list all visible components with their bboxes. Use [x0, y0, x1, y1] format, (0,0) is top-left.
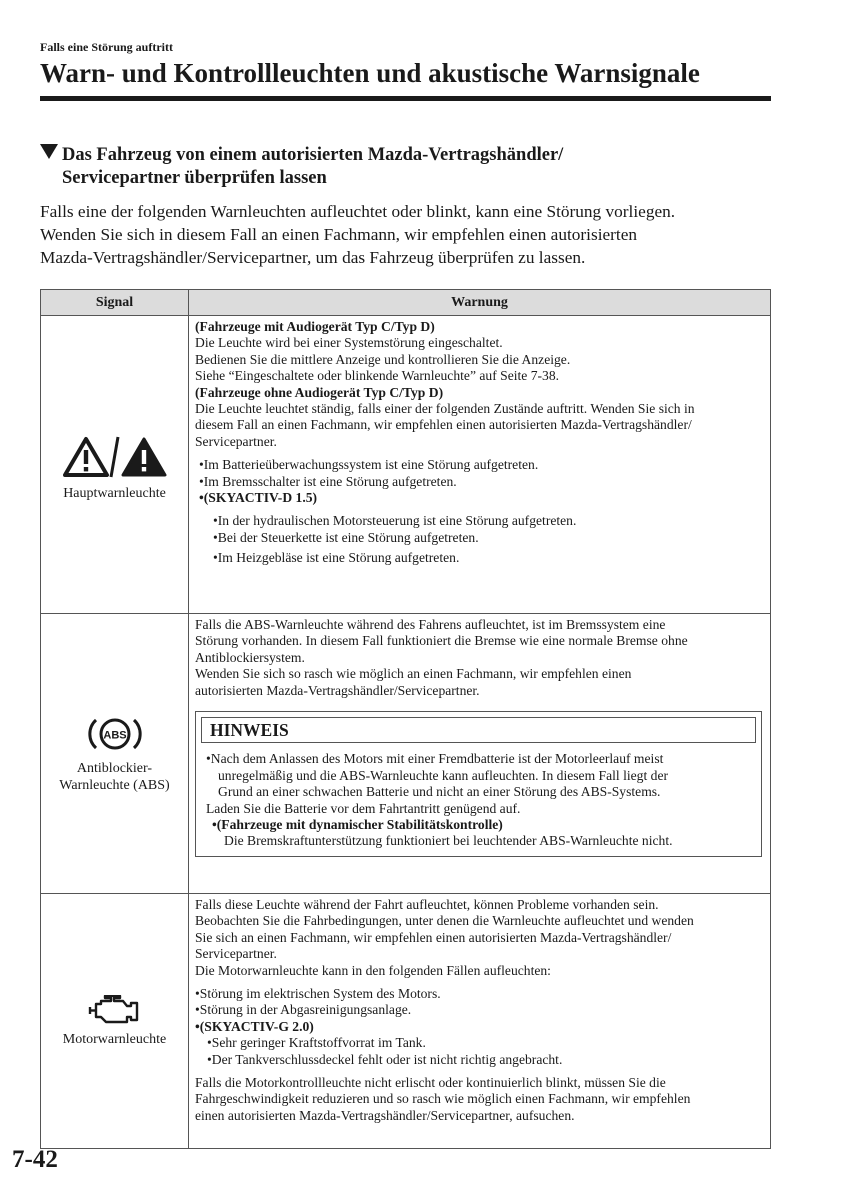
engine-warning-icon: [87, 995, 143, 1025]
abs-warning-icon: [88, 714, 142, 754]
bullet-item: •(SKYACTIV-G 2.0): [195, 1018, 314, 1034]
intro-paragraph: [40, 200, 775, 269]
bullet-item: •Störung im elektrischen System des Motors.: [195, 986, 441, 1002]
warning-line: diesem Fall an einen Fachmann, wir empfehlen einen autorisierten Mazda-Vertragshändler/: [195, 417, 692, 433]
bullet-item: •Im Batterieüberwachungssystem ist eine Störung aufgetreten.: [199, 457, 539, 473]
warning-line: autorisierten Mazda-Vertragshändler/Servicepartner.: [195, 682, 480, 698]
intro-line: Mazda-Vertragshändler/Servicepartner, um das Fahrzeug überprüfen zu lassen.: [40, 248, 586, 267]
section-heading-line1: Das Fahrzeug von einem autorisierten Mazda-Vertragshändler/: [62, 145, 564, 165]
warning-line: Sie sich an einen Fachmann, wir empfehlen einen autorisierten Mazda-Vertragshändler/: [195, 929, 672, 945]
note-line: Laden Sie die Batterie vor dem Fahrtantritt genügend auf.: [206, 800, 521, 816]
running-header: Falls eine Störung auftritt: [40, 40, 173, 54]
svg-text:ABS: ABS: [102, 729, 127, 741]
column-header-signal: Signal: [41, 290, 189, 316]
warning-line: Wenden Sie sich so rasch wie möglich an einen Fachmann, wir empfehlen einen: [195, 666, 632, 682]
warning-line: Antiblockiersystem.: [195, 649, 305, 665]
note-line: •(Fahrzeuge mit dynamischer Stabilitätskontrolle): [212, 817, 503, 833]
bullet-item: •Im Bremsschalter ist eine Störung aufgetreten.: [199, 473, 457, 489]
signal-label: Motorwarnleuchte: [62, 1031, 167, 1047]
warning-line: Die Motorwarnleuchte kann in den folgenden Fällen aufleuchten:: [195, 962, 551, 978]
warning-cell: [189, 894, 771, 1149]
warning-cell: [189, 316, 771, 614]
page-number: 7-42: [12, 1146, 58, 1173]
note-body: [196, 748, 761, 855]
intro-line: Falls eine der folgenden Warnleuchten aufleuchtet oder blinkt, kann eine Störung vorliegen.: [40, 202, 676, 221]
signal-cell: [41, 316, 189, 614]
warning-line: (Fahrzeuge ohne Audiogerät Typ C/Typ D): [195, 384, 444, 400]
note-box: [195, 711, 762, 857]
warning-line: (Fahrzeuge mit Audiogerät Typ C/Typ D): [195, 319, 435, 334]
signal-cell: [41, 894, 189, 1149]
table-row: [41, 894, 771, 1149]
note-line: •Nach dem Anlassen des Motors mit einer Fremdbatterie ist der Motorleerlauf meist: [206, 751, 664, 767]
signal-label: Hauptwarnleuchte: [63, 486, 166, 501]
bullet-item: •Sehr geringer Kraftstoffvorrat im Tank.: [207, 1035, 426, 1051]
warning-line: Servicepartner.: [195, 433, 277, 449]
note-line: unregelmäßig und die ABS-Warnleuchte kann aufleuchten. In diesem Fall liegt der: [218, 767, 669, 783]
signal-cell: [41, 614, 189, 894]
bullet-item: •In der hydraulischen Motorsteuerung ist eine Störung aufgetreten.: [213, 513, 577, 529]
signal-label-line2: Warnleuchte (ABS): [59, 777, 170, 793]
bullet-item: •Im Heizgebläse ist eine Störung aufgetreten.: [213, 550, 460, 566]
bullet-item: •Störung in der Abgasreinigungsanlage.: [195, 1002, 412, 1018]
section-heading-line2: Servicepartner überprüfen lassen: [62, 168, 327, 188]
note-title: HINWEIS: [201, 717, 756, 743]
intro-line: Wenden Sie sich in diesem Fall an einen Fachmann, wir empfehlen einen autorisierten: [40, 225, 638, 244]
title-rule: [40, 96, 771, 101]
signal-label-line1: Antiblockier-: [76, 760, 153, 776]
warning-line: Falls die ABS-Warnleuchte während des Fahrens aufleuchtet, ist im Bremssystem eine: [195, 617, 666, 632]
bullet-item: •(SKYACTIV-D 1.5): [199, 490, 318, 506]
table-row: [41, 614, 771, 894]
section-heading: [40, 144, 563, 190]
note-line: Die Bremskraftunterstützung funktioniert bei leuchtender ABS-Warnleuchte nicht.: [224, 833, 673, 849]
warning-cell: [189, 614, 771, 894]
column-header-warning: Warnung: [189, 290, 771, 316]
warning-line: Fahrgeschwindigkeit reduzieren und so rasch wie möglich einen Fachmann, wir empfehlen: [195, 1091, 691, 1107]
master-warning-icon: [62, 435, 168, 479]
table-header-row: [41, 290, 771, 316]
warning-line: Störung vorhanden. In diesem Fall funktioniert die Bremse wie eine normale Bremse ohne: [195, 633, 688, 649]
triangle-bullet-icon: [40, 144, 58, 159]
warning-lights-table: [40, 289, 771, 1149]
warning-line: Die Leuchte leuchtet ständig, falls einer der folgenden Zustände auftritt. Wenden Sie sich in: [195, 401, 695, 417]
warning-line: Falls diese Leuchte während der Fahrt aufleuchtet, können Probleme vorhanden sein.: [195, 897, 659, 912]
warning-line: Beobachten Sie die Fahrbedingungen, unter denen die Warnleuchte aufleuchtet und wenden: [195, 913, 694, 929]
warning-line: einen autorisierten Mazda-Vertragshändler/Servicepartner, aufsuchen.: [195, 1107, 575, 1123]
bullet-item: •Der Tankverschlussdeckel fehlt oder ist nicht richtig angebracht.: [207, 1051, 563, 1067]
table-row: [41, 316, 771, 614]
warning-line: Servicepartner.: [195, 946, 277, 962]
bullet-item: •Bei der Steuerkette ist eine Störung aufgetreten.: [213, 529, 479, 545]
page-title: Warn- und Kontrollleuchten und akustische Warnsignale: [40, 58, 700, 88]
note-line: Grund an einer schwachen Batterie und nicht an einer Störung des ABS-Systems.: [218, 784, 661, 800]
warning-line: Die Leuchte wird bei einer Systemstörung eingeschaltet.: [195, 335, 503, 351]
warning-line: Bedienen Sie die mittlere Anzeige und kontrollieren Sie die Anzeige.: [195, 351, 571, 367]
warning-line: Falls die Motorkontrollleuchte nicht erlischt oder kontinuierlich blinkt, müssen Sie die: [195, 1075, 666, 1091]
warning-line: Siehe “Eingeschaltete oder blinkende Warnleuchte” auf Seite 7-38.: [195, 368, 560, 384]
